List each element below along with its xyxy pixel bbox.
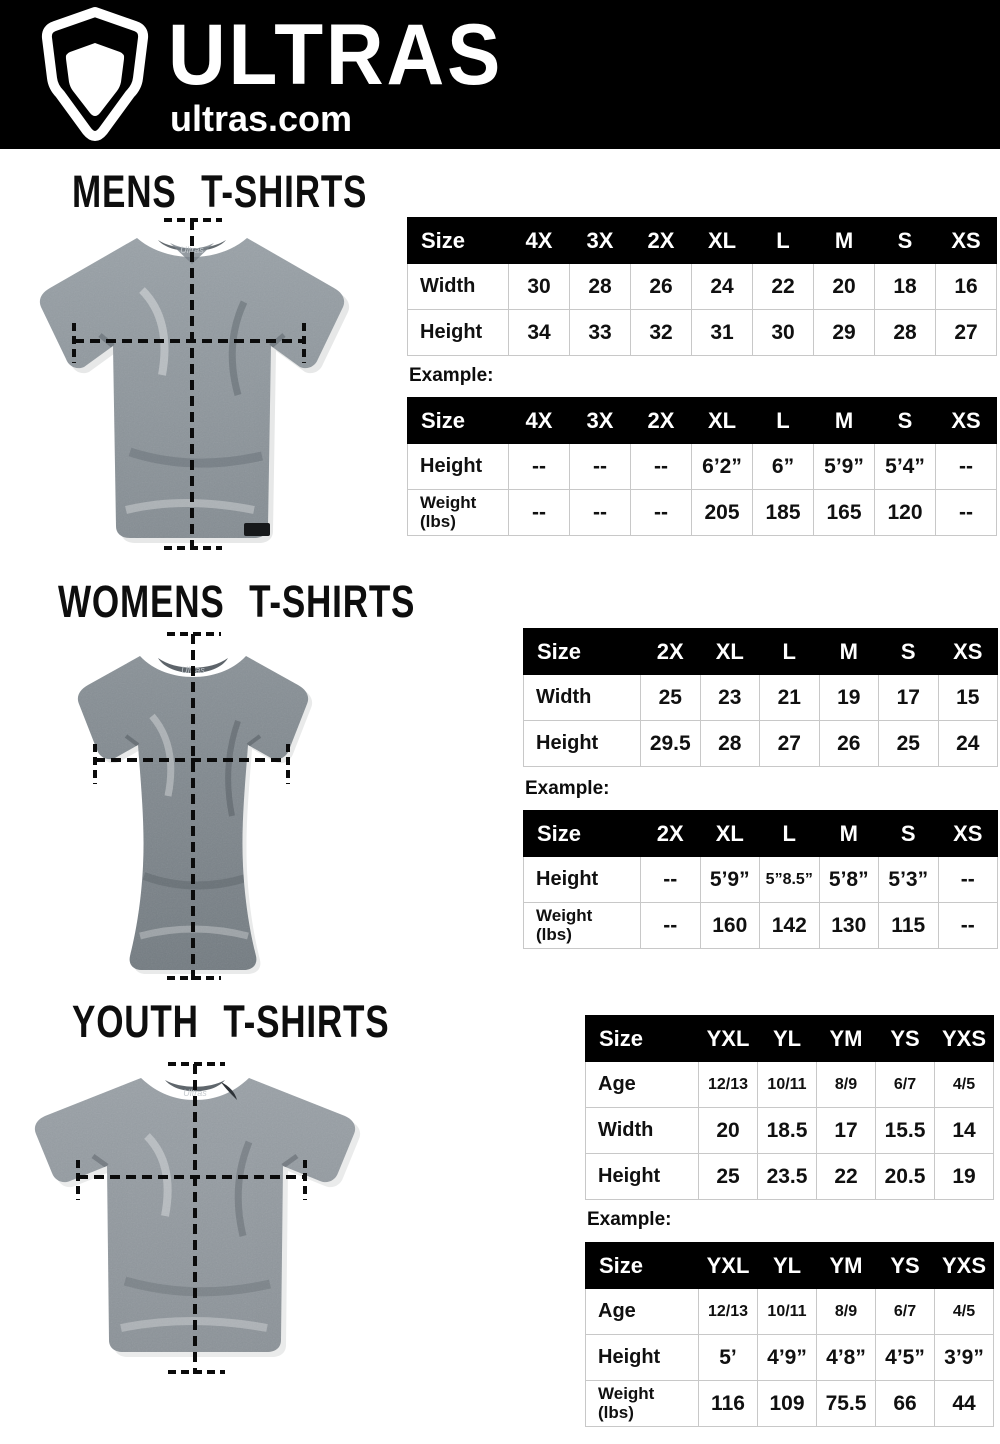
cell: 23 [700,675,760,721]
col-header: YXS [935,1243,994,1289]
womens-size-table [523,628,998,767]
cell: 160 [700,903,760,949]
header-row [524,629,998,675]
table-row [408,264,997,310]
cell: 28 [875,310,936,356]
cell: 29.5 [641,721,701,767]
table-row [408,310,997,356]
row-label: Height [586,1154,699,1200]
col-header: 2X [641,629,701,675]
cell: 14 [935,1108,994,1154]
header [0,0,1000,149]
row-label: Height [524,857,641,903]
col-header: 2X [641,811,701,857]
cell: 28 [700,721,760,767]
cell: 21 [760,675,820,721]
col-header: Size [586,1016,699,1062]
row-label: Width [586,1108,699,1154]
womens-example-label: Example: [525,778,610,799]
cell: 4/5 [935,1062,994,1108]
col-header: XL [692,398,753,444]
cell: 5”8.5” [760,857,820,903]
col-header: M [814,398,875,444]
col-header: S [879,629,939,675]
col-header: S [879,811,939,857]
header-row [408,218,997,264]
col-header: YXS [935,1016,994,1062]
cell: -- [936,490,997,536]
cell: -- [938,857,998,903]
table-row [524,903,998,949]
cell: 12/13 [699,1062,758,1108]
table-row [408,490,997,536]
cell: 6” [753,444,814,490]
cell: 116 [699,1381,758,1427]
cell: 75.5 [817,1381,876,1427]
cell: 44 [935,1381,994,1427]
cell: -- [631,490,692,536]
youth-tshirt-photo [15,1056,387,1386]
cell: 15 [938,675,998,721]
col-header: YL [758,1243,817,1289]
cell: 8/9 [817,1289,876,1335]
row-label: Age [586,1062,699,1108]
col-header: 3X [570,398,631,444]
cell: 31 [692,310,753,356]
col-header: YM [817,1243,876,1289]
col-header: M [819,811,879,857]
cell: 34 [509,310,570,356]
col-header: YXL [699,1243,758,1289]
col-header: S [875,398,936,444]
cell: 18.5 [758,1108,817,1154]
cell: -- [570,444,631,490]
cell: 5’4” [875,444,936,490]
cell: 33 [570,310,631,356]
mens-example-label: Example: [409,365,494,386]
cell: 6/7 [876,1289,935,1335]
cell: 130 [819,903,879,949]
cell: 165 [814,490,875,536]
row-label: Weight (lbs) [586,1381,699,1427]
cell: 30 [753,310,814,356]
cell: 10/11 [758,1062,817,1108]
col-header: YXL [699,1016,758,1062]
cell: 4’5” [876,1335,935,1381]
mens-tshirt-photo [12,210,372,560]
youth-section-title: YOUTH T-SHIRTS [72,996,390,1047]
cell: 24 [692,264,753,310]
cell: 25 [641,675,701,721]
cell: 4’9” [758,1335,817,1381]
cell: 17 [817,1108,876,1154]
row-label: Height [408,310,509,356]
neck-label: Ultras [180,245,204,255]
col-header: XL [692,218,753,264]
col-header: M [819,629,879,675]
cell: 205 [692,490,753,536]
cell: 23.5 [758,1154,817,1200]
cell: 20.5 [876,1154,935,1200]
col-header: L [753,398,814,444]
cell: 22 [753,264,814,310]
table-row [586,1108,994,1154]
cell: 120 [875,490,936,536]
youth-example-table [585,1242,994,1427]
cell: -- [936,444,997,490]
col-header: Size [524,629,641,675]
col-header: S [875,218,936,264]
col-header: XL [700,629,760,675]
col-header: Size [524,811,641,857]
youth-example-label: Example: [587,1209,672,1230]
cell: 20 [699,1108,758,1154]
col-header: 3X [570,218,631,264]
cell: 185 [753,490,814,536]
cell: 115 [879,903,939,949]
col-header: L [753,218,814,264]
cell: 5’9” [700,857,760,903]
cell: 32 [631,310,692,356]
cell: 16 [936,264,997,310]
col-header: 4X [509,398,570,444]
womens-tshirt-photo [40,626,350,988]
table-row [586,1289,994,1335]
col-header: M [814,218,875,264]
col-header: YM [817,1016,876,1062]
table-row [524,675,998,721]
table-row [408,444,997,490]
row-label: Width [408,264,509,310]
cell: 4/5 [935,1289,994,1335]
cell: 18 [875,264,936,310]
table-row [524,721,998,767]
col-header: XS [938,811,998,857]
cell: 29 [814,310,875,356]
cell: 5’3” [879,857,939,903]
col-header: L [760,811,820,857]
cell: 19 [935,1154,994,1200]
col-header: L [760,629,820,675]
row-label: Height [524,721,641,767]
table-row [524,857,998,903]
mens-size-table [407,217,997,356]
cell: 6’2” [692,444,753,490]
table-row [586,1062,994,1108]
cell: 15.5 [876,1108,935,1154]
neck-label: Ultras [183,1088,207,1098]
cell: 26 [819,721,879,767]
cell: 30 [509,264,570,310]
header-row [586,1243,994,1289]
cell: -- [570,490,631,536]
col-header: 2X [631,398,692,444]
row-label: Height [408,444,509,490]
header-row [524,811,998,857]
col-header: 4X [509,218,570,264]
row-label: Weight (lbs) [408,490,509,536]
cell: 4’8” [817,1335,876,1381]
cell: 5’ [699,1335,758,1381]
website-url: ultras.com [170,98,353,139]
cell: 20 [814,264,875,310]
col-header: 2X [631,218,692,264]
col-header: XS [936,398,997,444]
mens-section-title: MENS T-SHIRTS [72,166,368,217]
cell: 26 [631,264,692,310]
col-header: YL [758,1016,817,1062]
row-label: Width [524,675,641,721]
cell: 25 [699,1154,758,1200]
header-row [408,398,997,444]
mens-example-table [407,397,997,536]
cell: -- [509,490,570,536]
header-row [586,1016,994,1062]
cell: 5’8” [819,857,879,903]
neck-label: Ultras [181,665,205,675]
cell: 22 [817,1154,876,1200]
cell: 3’9” [935,1335,994,1381]
cell: 28 [570,264,631,310]
cell: 66 [876,1381,935,1427]
row-label: Weight (lbs) [524,903,641,949]
col-header: Size [408,398,509,444]
col-header: YS [876,1243,935,1289]
cell: -- [641,903,701,949]
womens-section-title: WOMENS T-SHIRTS [58,576,416,627]
cell: -- [641,857,701,903]
cell: 27 [936,310,997,356]
table-row [586,1335,994,1381]
cell: 17 [879,675,939,721]
cell: 6/7 [876,1062,935,1108]
cell: 25 [879,721,939,767]
row-label: Age [586,1289,699,1335]
col-header: XS [938,629,998,675]
cell: -- [631,444,692,490]
col-header: XS [936,218,997,264]
cell: 24 [938,721,998,767]
col-header: YS [876,1016,935,1062]
cell: 27 [760,721,820,767]
col-header: Size [586,1243,699,1289]
brand-wordmark: ULTRAS [168,7,504,103]
ultras-shield-logo [30,6,160,146]
youth-size-table [585,1015,994,1200]
hem-tag [244,523,270,536]
cell: -- [509,444,570,490]
cell: 109 [758,1381,817,1427]
cell: 5’9” [814,444,875,490]
cell: -- [938,903,998,949]
table-row [586,1154,994,1200]
cell: 12/13 [699,1289,758,1335]
cell: 8/9 [817,1062,876,1108]
womens-example-table [523,810,998,949]
cell: 19 [819,675,879,721]
cell: 10/11 [758,1289,817,1335]
col-header: Size [408,218,509,264]
row-label: Height [586,1335,699,1381]
col-header: XL [700,811,760,857]
cell: 142 [760,903,820,949]
table-row [586,1381,994,1427]
